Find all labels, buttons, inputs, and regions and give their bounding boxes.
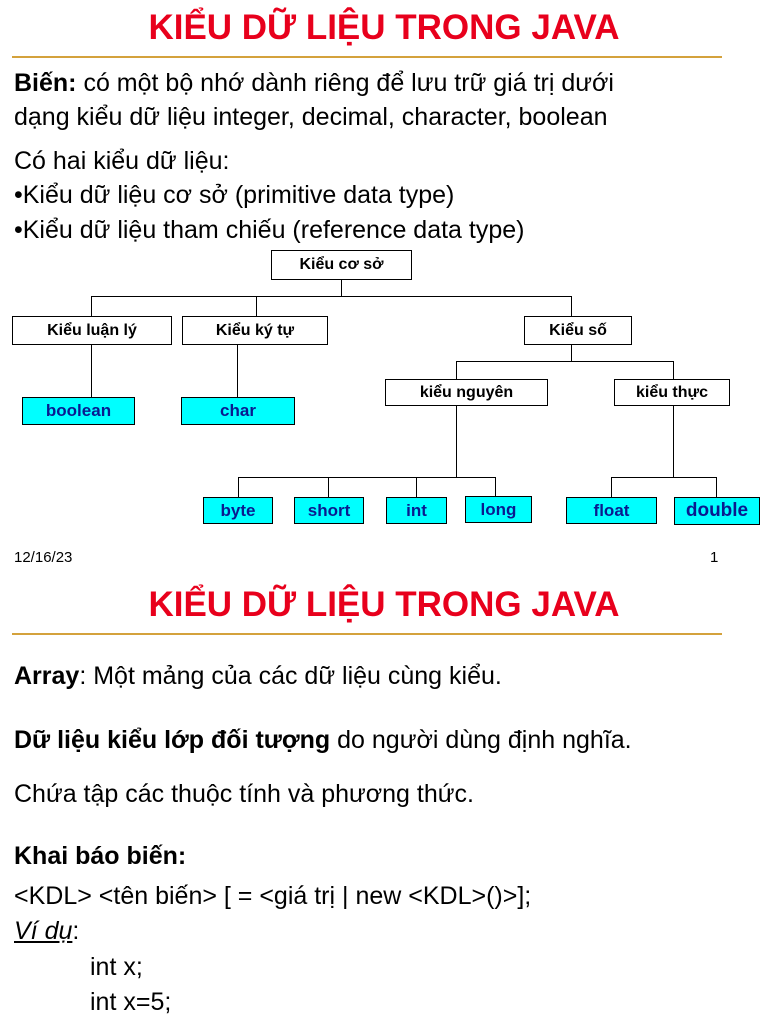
connector-line (238, 477, 239, 497)
class-contains-text: Chứa tập các thuộc tính và phương thức. (14, 780, 474, 808)
connector-line (611, 477, 716, 478)
code-line-2: int x=5; (90, 988, 172, 1016)
connector-line (571, 296, 572, 316)
leaf-float: float (566, 497, 657, 524)
leaf-char: char (181, 397, 295, 425)
array-term: Array (14, 662, 80, 690)
connector-line (673, 405, 674, 477)
variable-description: có một bộ nhớ dành riêng để lưu trữ giá trị dưới (76, 69, 614, 97)
slide-date: 12/16/23 (14, 549, 73, 566)
connector-line (495, 477, 496, 497)
connector-line (91, 344, 92, 398)
connector-line (237, 344, 238, 398)
variable-description-cont: dạng kiểu dữ liệu integer, decimal, character, boolean (14, 103, 608, 131)
leaf-double: double (674, 497, 760, 525)
bullet-reference: •Kiểu dữ liệu tham chiếu (reference data type) (14, 216, 525, 244)
connector-line (341, 279, 342, 296)
node-integer-type: kiểu nguyên (385, 379, 548, 406)
array-definition (14, 659, 502, 693)
slide-page-number: 1 (710, 549, 719, 566)
connector-line (571, 344, 572, 361)
connector-line (456, 361, 457, 379)
connector-line (716, 477, 717, 497)
slide2-title: KIỂU DỮ LIỆU TRONG JAVA (148, 585, 620, 624)
variable-definition (14, 66, 614, 100)
example-colon: : (72, 917, 80, 945)
code-line-1: int x; (90, 953, 143, 981)
connector-line (91, 296, 92, 316)
leaf-short: short (294, 497, 364, 524)
leaf-byte: byte (203, 497, 273, 524)
node-logical-type: Kiểu luận lý (12, 316, 172, 345)
slide1-title: KIỂU DỮ LIỆU TRONG JAVA (148, 8, 620, 47)
leaf-boolean: boolean (22, 397, 135, 425)
connector-line (611, 477, 612, 497)
connector-line (416, 477, 417, 497)
declare-syntax: <KDL> <tên biến> [ = <giá trị | new <KDL>()>]; (14, 882, 532, 910)
connector-line (91, 296, 571, 297)
class-type-term: Dữ liệu kiểu lớp đối tượng (14, 726, 331, 754)
node-real-type: kiểu thực (614, 379, 730, 406)
connector-line (456, 361, 674, 362)
leaf-long: long (465, 496, 532, 523)
slide1-title-rule (12, 56, 722, 58)
two-types-heading: Có hai kiểu dữ liệu: (14, 147, 230, 175)
class-type-definition (14, 723, 632, 757)
example-label-text: Ví dụ (14, 917, 73, 945)
connector-line (328, 477, 329, 497)
class-type-description: do người dùng định nghĩa. (330, 726, 632, 754)
connector-line (256, 296, 257, 316)
leaf-int: int (386, 497, 447, 524)
node-number-type: Kiểu số (524, 316, 632, 345)
connector-line (238, 477, 496, 478)
connector-line (673, 361, 674, 379)
connector-line (456, 405, 457, 477)
declare-variable-heading: Khai báo biến: (14, 842, 187, 870)
slide2-title-rule (12, 633, 722, 635)
node-primitive-root: Kiểu cơ sở (271, 250, 412, 280)
example-label (14, 914, 79, 948)
variable-term: Biến: (14, 69, 77, 97)
bullet-primitive: •Kiểu dữ liệu cơ sở (primitive data type) (14, 181, 455, 209)
node-character-type: Kiểu ký tự (182, 316, 328, 345)
array-description: : Một mảng của các dữ liệu cùng kiểu. (79, 662, 502, 690)
